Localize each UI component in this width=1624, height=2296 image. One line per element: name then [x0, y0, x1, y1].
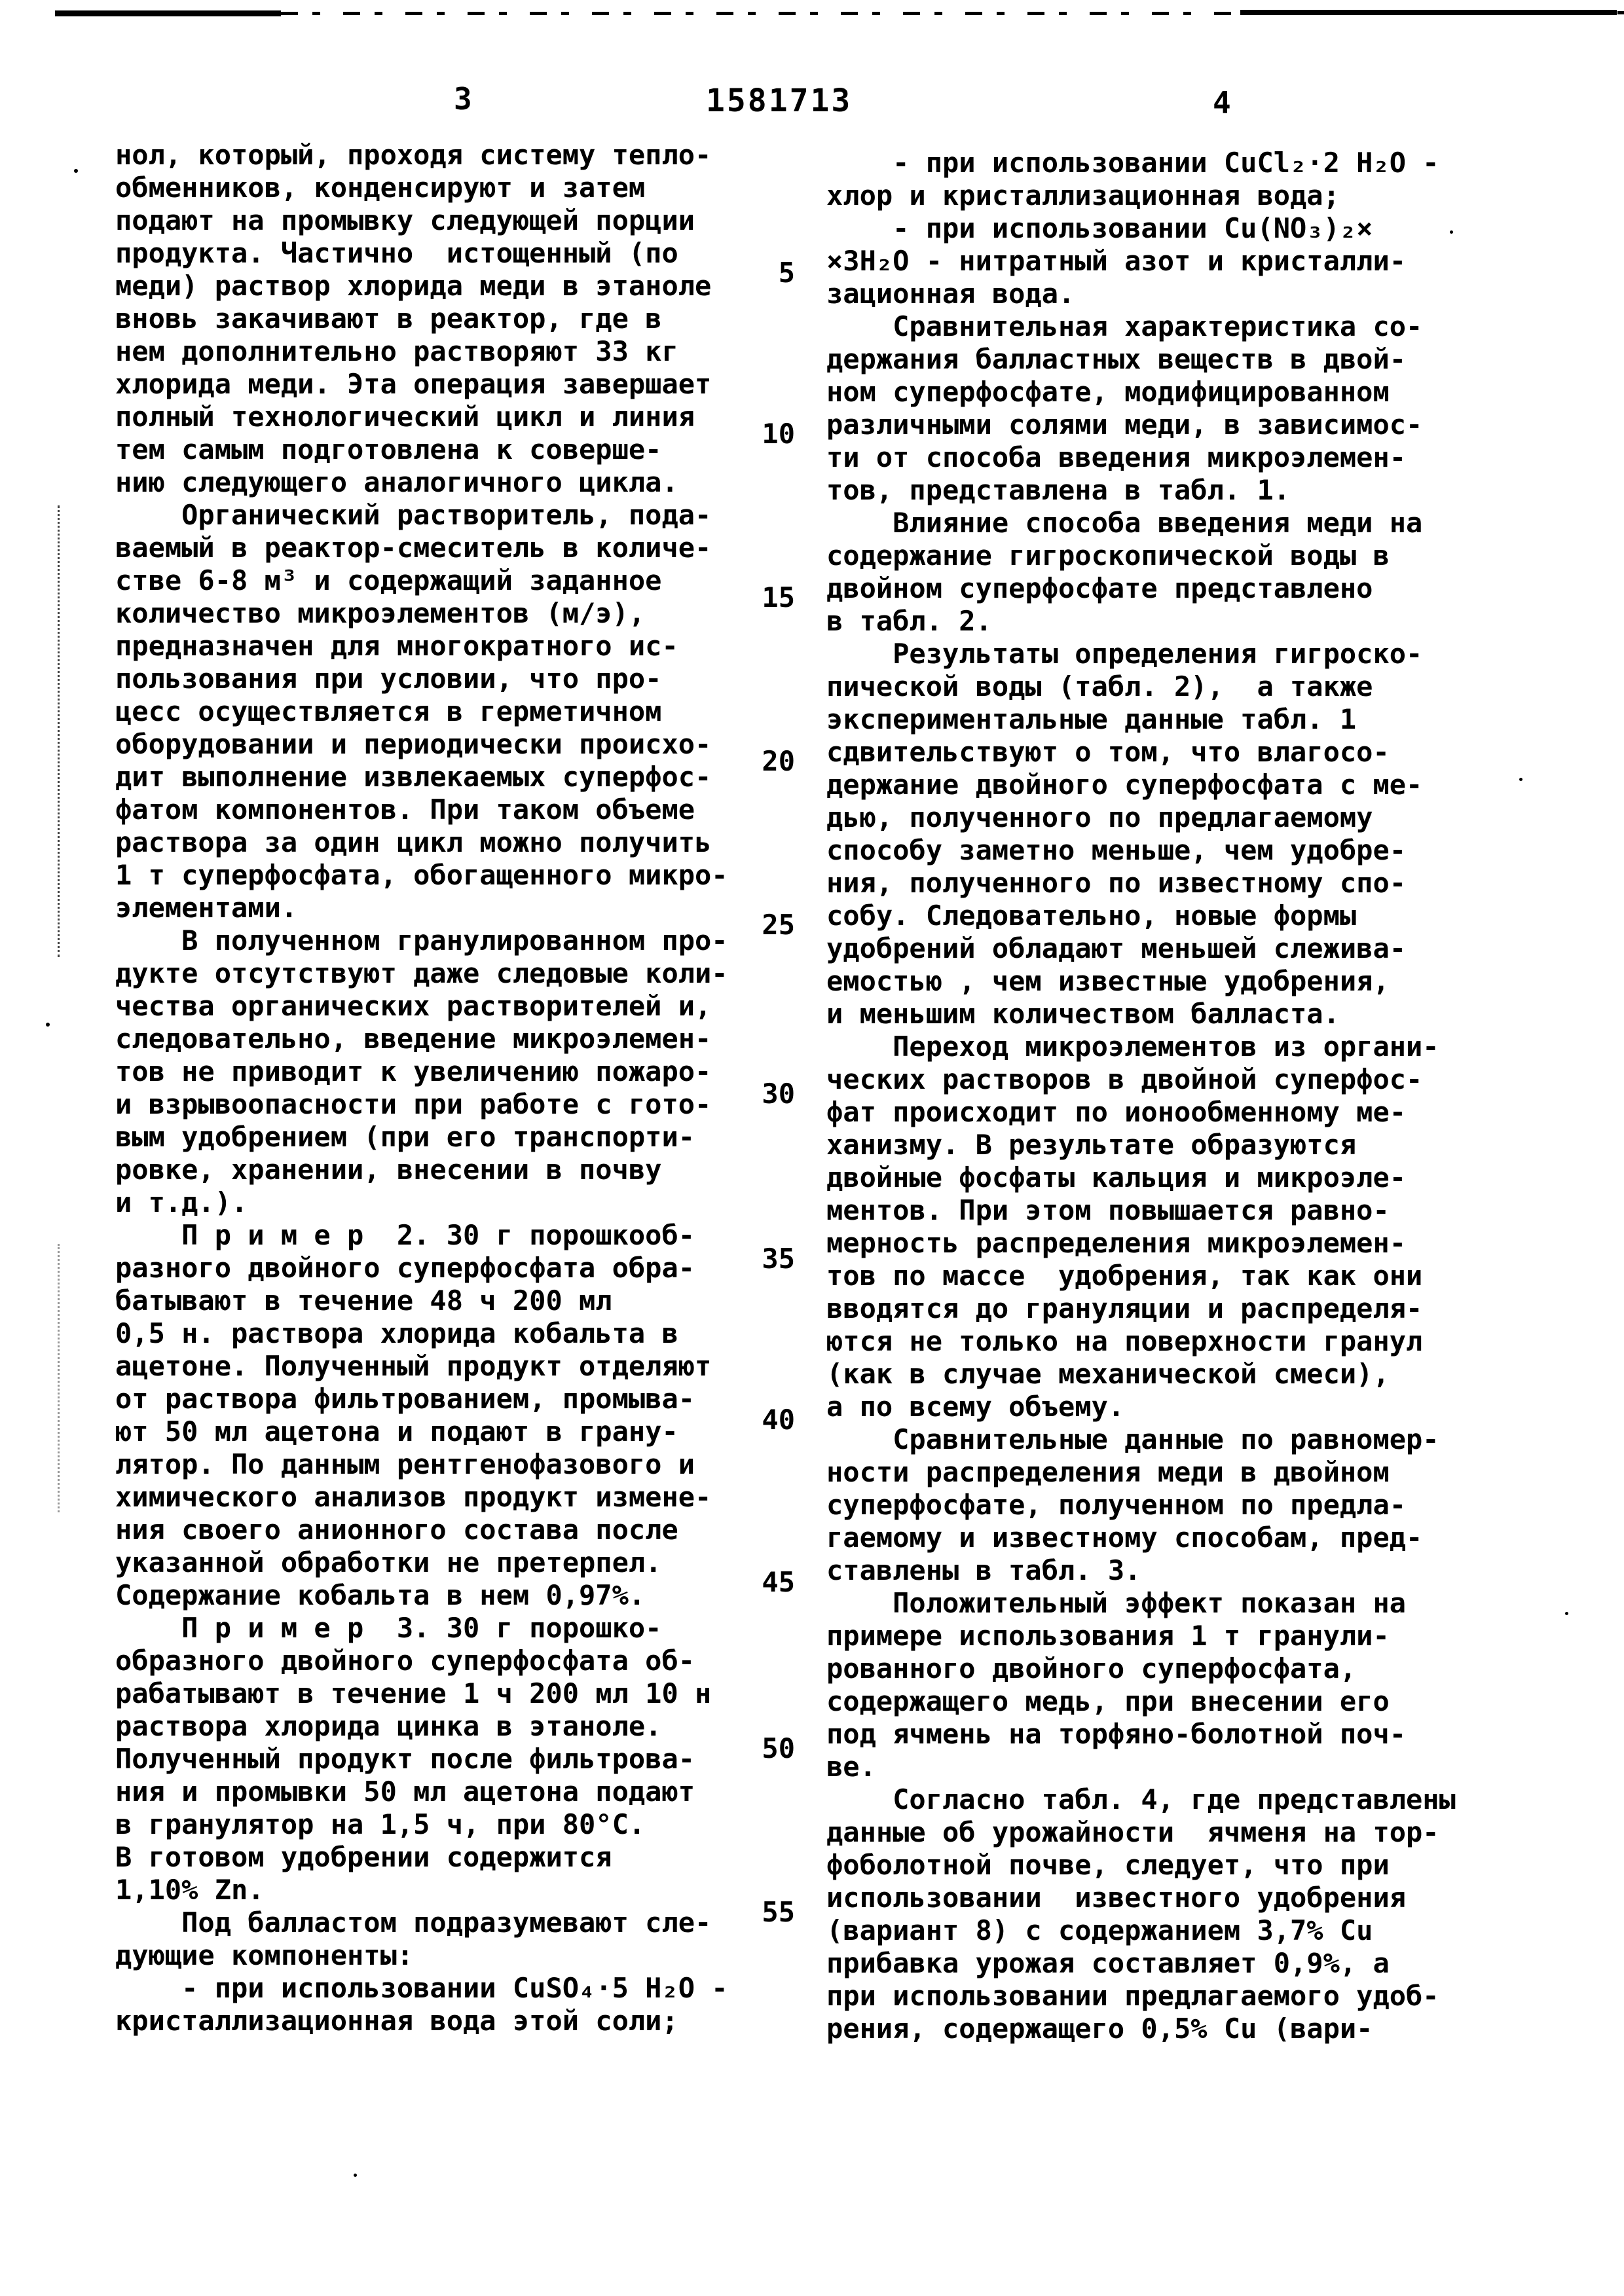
text-line: раствора хлорида цинка в этаноле. [115, 1710, 662, 1742]
text-line: продукта. Частично истощенный (по [115, 237, 678, 269]
text-line: рованного двойного суперфосфата, [826, 1652, 1357, 1685]
line-number: 25 [762, 909, 795, 941]
text-line: ве. [826, 1751, 876, 1783]
text-line: рабатывают в течение 1 ч 200 мл 10 н [115, 1677, 712, 1709]
text-line: ставлены в табл. 3. [826, 1554, 1141, 1586]
line-number: 35 [762, 1243, 795, 1275]
scan-speck [1519, 778, 1522, 781]
text-line: оборудовании и периодически происхо- [115, 728, 712, 760]
left-text-column [115, 139, 728, 2037]
text-line: полный технологический цикл и линия [115, 401, 695, 433]
text-line: пользования при условии, что про- [115, 663, 662, 695]
text-line: ния, полученного по известному спо- [826, 867, 1407, 899]
text-line: а по всему объему. [826, 1391, 1125, 1423]
text-line: хлорида меди. Эта операция завершает [115, 368, 712, 400]
text-line: хлор и кристаллизационная вода; [826, 179, 1340, 211]
text-line: вновь закачивают в реактор, где в [115, 302, 662, 335]
text-line: подают на промывку следующей порции [115, 204, 695, 236]
text-line: дью, полученного по предлагаемому [826, 801, 1373, 833]
line-number: 15 [762, 581, 795, 613]
text-line: при использовании предлагаемого удоб- [826, 1980, 1439, 2012]
text-line: стве 6-8 м³ и содержащий заданное [115, 564, 662, 596]
text-line: фатом компонентов. При таком объеме [115, 793, 695, 826]
text-line: нем дополнительно растворяют 33 кг [115, 335, 678, 367]
line-number: 45 [762, 1566, 795, 1598]
text-line: количество микроэлементов (м/э), [115, 597, 646, 629]
text-line: Согласно табл. 4, где представлены [826, 1783, 1456, 1815]
text-line: указанной обработки не претерпел. [115, 1546, 662, 1578]
text-line: ти от способа введения микроэлемен- [826, 441, 1407, 473]
scan-speck [46, 1023, 50, 1027]
scan-speck [74, 169, 78, 173]
text-line: - при использовании CuCl₂·2 H₂O - [826, 147, 1439, 179]
text-line: тем самым подготовлена к соверше- [115, 433, 662, 465]
text-line: в табл. 2. [826, 605, 992, 637]
text-line: ном суперфосфате, модифицированном [826, 376, 1390, 408]
text-line: ются не только на поверхности гранул [826, 1325, 1423, 1357]
text-line: от раствора фильтрованием, промыва- [115, 1383, 695, 1415]
text-line: вым удобрением (при его транспорти- [115, 1121, 695, 1153]
patent-number: 1581713 [706, 82, 853, 119]
text-line: Влияние способа введения меди на [826, 507, 1423, 539]
text-line: 1,10% Zn. [115, 1874, 265, 1906]
text-line: чества органических растворителей и, [115, 990, 712, 1022]
text-line: ацетоне. Полученный продукт отделяют [115, 1350, 712, 1382]
text-line: химического анализов продукт измене- [115, 1481, 712, 1513]
text-line: кристаллизационная вода этой соли; [115, 2005, 678, 2037]
text-line: данные об урожайности ячменя на тор- [826, 1816, 1439, 1848]
page-top-scan-edge [0, 0, 1624, 26]
page-number-left: 3 [454, 81, 473, 117]
text-line: ханизму. В результате образуются [826, 1129, 1357, 1161]
text-line: удобрений обладают меньшей слежива- [826, 932, 1407, 964]
text-line: образного двойного суперфосфата об- [115, 1645, 695, 1677]
text-line: примере использования 1 т гранули- [826, 1620, 1390, 1652]
text-line: 0,5 н. раствора хлорида кобальта в [115, 1317, 678, 1349]
text-line: ровке, хранении, внесении в почву [115, 1154, 662, 1186]
text-line: лятор. По данным рентгенофазового и [115, 1448, 695, 1480]
text-line: двойные фосфаты кальция и микроэле- [826, 1161, 1407, 1194]
text-line: обменников, конденсируют и затем [115, 172, 646, 204]
text-line: емостью , чем известные удобрения, [826, 965, 1390, 997]
text-line: Полученный продукт после фильтрова- [115, 1743, 695, 1775]
text-line: ×3H₂O - нитратный азот и кристалли- [826, 245, 1407, 277]
text-line: ния и промывки 50 мл ацетона подают [115, 1776, 695, 1808]
text-line: предназначен для многократного ис- [115, 630, 678, 662]
text-line: различными солями меди, в зависимос- [826, 409, 1423, 441]
text-line: и т.д.). [115, 1186, 248, 1218]
line-number: 5 [778, 257, 795, 289]
text-line: нию следующего аналогичного цикла. [115, 466, 678, 498]
text-line: П р и м е р 3. 30 г порошко- [115, 1612, 662, 1644]
text-line: рения, содержащего 0,5% Cu (вари- [826, 2013, 1373, 2045]
text-line: способу заметно меньше, чем удобре- [826, 834, 1407, 866]
text-line: (как в случае механической смеси), [826, 1358, 1390, 1390]
scan-speck [354, 2174, 357, 2177]
text-line: сдвительствуют о том, что влагосо- [826, 736, 1390, 768]
text-line: и меньшим количеством балласта. [826, 998, 1340, 1030]
text-line: собу. Следовательно, новые формы [826, 900, 1357, 932]
text-line: ния своего анионного состава после [115, 1514, 678, 1546]
scan-speck [1565, 1612, 1568, 1615]
line-number: 30 [762, 1078, 795, 1110]
right-text-column [826, 147, 1456, 2045]
text-line: в гранулятор на 1,5 ч, при 80°С. [115, 1808, 646, 1840]
text-line: батывают в течение 48 ч 200 мл [115, 1285, 612, 1317]
text-line: дит выполнение извлекаемых суперфос- [115, 761, 712, 793]
text-line: ментов. При этом повышается равно- [826, 1194, 1390, 1226]
text-line: П р и м е р 2. 30 г порошкооб- [115, 1219, 695, 1251]
text-line: В полученном гранулированном про- [115, 924, 728, 957]
scan-speck [1450, 230, 1453, 234]
text-line: дующие компоненты: [115, 1939, 414, 1971]
text-line: меди) раствор хлорида меди в этаноле [115, 270, 712, 302]
text-line: нол, который, проходя систему тепло- [115, 139, 712, 171]
text-line: пической воды (табл. 2), а также [826, 670, 1373, 702]
line-number-gutter [724, 0, 798, 2296]
text-line: мерность распределения микроэлемен- [826, 1227, 1407, 1259]
text-line: элементами. [115, 892, 298, 924]
text-line: Сравнительная характеристика со- [826, 310, 1423, 342]
line-number: 10 [762, 418, 795, 450]
text-line: Положительный эффект показан на [826, 1587, 1407, 1619]
line-number: 50 [762, 1732, 795, 1764]
scan-noise-dotted-line [58, 1244, 60, 1512]
text-line: содержание гигроскопической воды в [826, 539, 1390, 572]
text-line: фат происходит по ионообменному ме- [826, 1096, 1407, 1128]
text-line: ческих растворов в двойной суперфос- [826, 1063, 1423, 1095]
text-line: держания балластных веществ в двой- [826, 343, 1407, 375]
text-line: Под балластом подразумевают сле- [115, 1906, 712, 1939]
scan-noise-dotted-line [58, 505, 60, 957]
text-line: фоболотной почве, следует, что при [826, 1849, 1390, 1881]
text-line: раствора за один цикл можно получить [115, 826, 712, 858]
text-line: следовательно, введение микроэлемен- [115, 1023, 712, 1055]
text-line: зационная вода. [826, 278, 1075, 310]
text-line: тов по массе удобрения, так как они [826, 1260, 1423, 1292]
text-line: разного двойного суперфосфата обра- [115, 1252, 695, 1284]
text-line: - при использовании CuSO₄·5 H₂O - [115, 1972, 728, 2004]
scan-edge-segment [1401, 11, 1624, 14]
line-number: 55 [762, 1896, 795, 1928]
text-line: и взрывоопасности при работе с гото- [115, 1088, 712, 1120]
text-line: Переход микроэлементов из органи- [826, 1030, 1439, 1063]
text-line: гаемому и известному способам, пред- [826, 1522, 1423, 1554]
text-line: ности распределения меди в двойном [826, 1456, 1390, 1488]
text-line: Результаты определения гигроско- [826, 638, 1423, 670]
text-line: экспериментальные данные табл. 1 [826, 703, 1357, 735]
text-line: ваемый в реактор-смеситель в количе- [115, 532, 712, 564]
text-line: ют 50 мл ацетона и подают в грану- [115, 1415, 678, 1448]
text-line: тов, представлена в табл. 1. [826, 474, 1291, 506]
line-number: 40 [762, 1404, 795, 1436]
text-line: цесс осуществляется в герметичном [115, 695, 662, 727]
text-line: Органический растворитель, пода- [115, 499, 712, 531]
text-line: прибавка урожая составляет 0,9%, а [826, 1947, 1390, 1979]
text-line: - при использовании Cu(NO₃)₂× [826, 212, 1373, 244]
text-line: дукте отсутствуют даже следовые коли- [115, 957, 728, 989]
text-line: Сравнительные данные по равномер- [826, 1423, 1439, 1455]
page-number-right: 4 [1213, 85, 1232, 120]
text-line: суперфосфате, полученном по предла- [826, 1489, 1407, 1521]
text-line: вводятся до грануляции и распределя- [826, 1292, 1423, 1324]
text-line: держание двойного суперфосфата с ме- [826, 769, 1423, 801]
scan-edge-segment [55, 10, 281, 16]
text-line: 1 т суперфосфата, обогащенного микро- [115, 859, 728, 891]
text-line: под ячмень на торфяно-болотной поч- [826, 1718, 1407, 1750]
text-line: Содержание кобальта в нем 0,97%. [115, 1579, 646, 1611]
text-line: В готовом удобрении содержится [115, 1841, 612, 1873]
text-line: тов не приводит к увеличению пожаро- [115, 1055, 712, 1087]
text-line: двойном суперфосфате представлено [826, 572, 1373, 604]
text-line: содержащего медь, при внесении его [826, 1685, 1390, 1717]
text-line: использовании известного удобрения [826, 1882, 1407, 1914]
text-line: (вариант 8) с содержанием 3,7% Cu [826, 1914, 1373, 1946]
line-number: 20 [762, 745, 795, 777]
